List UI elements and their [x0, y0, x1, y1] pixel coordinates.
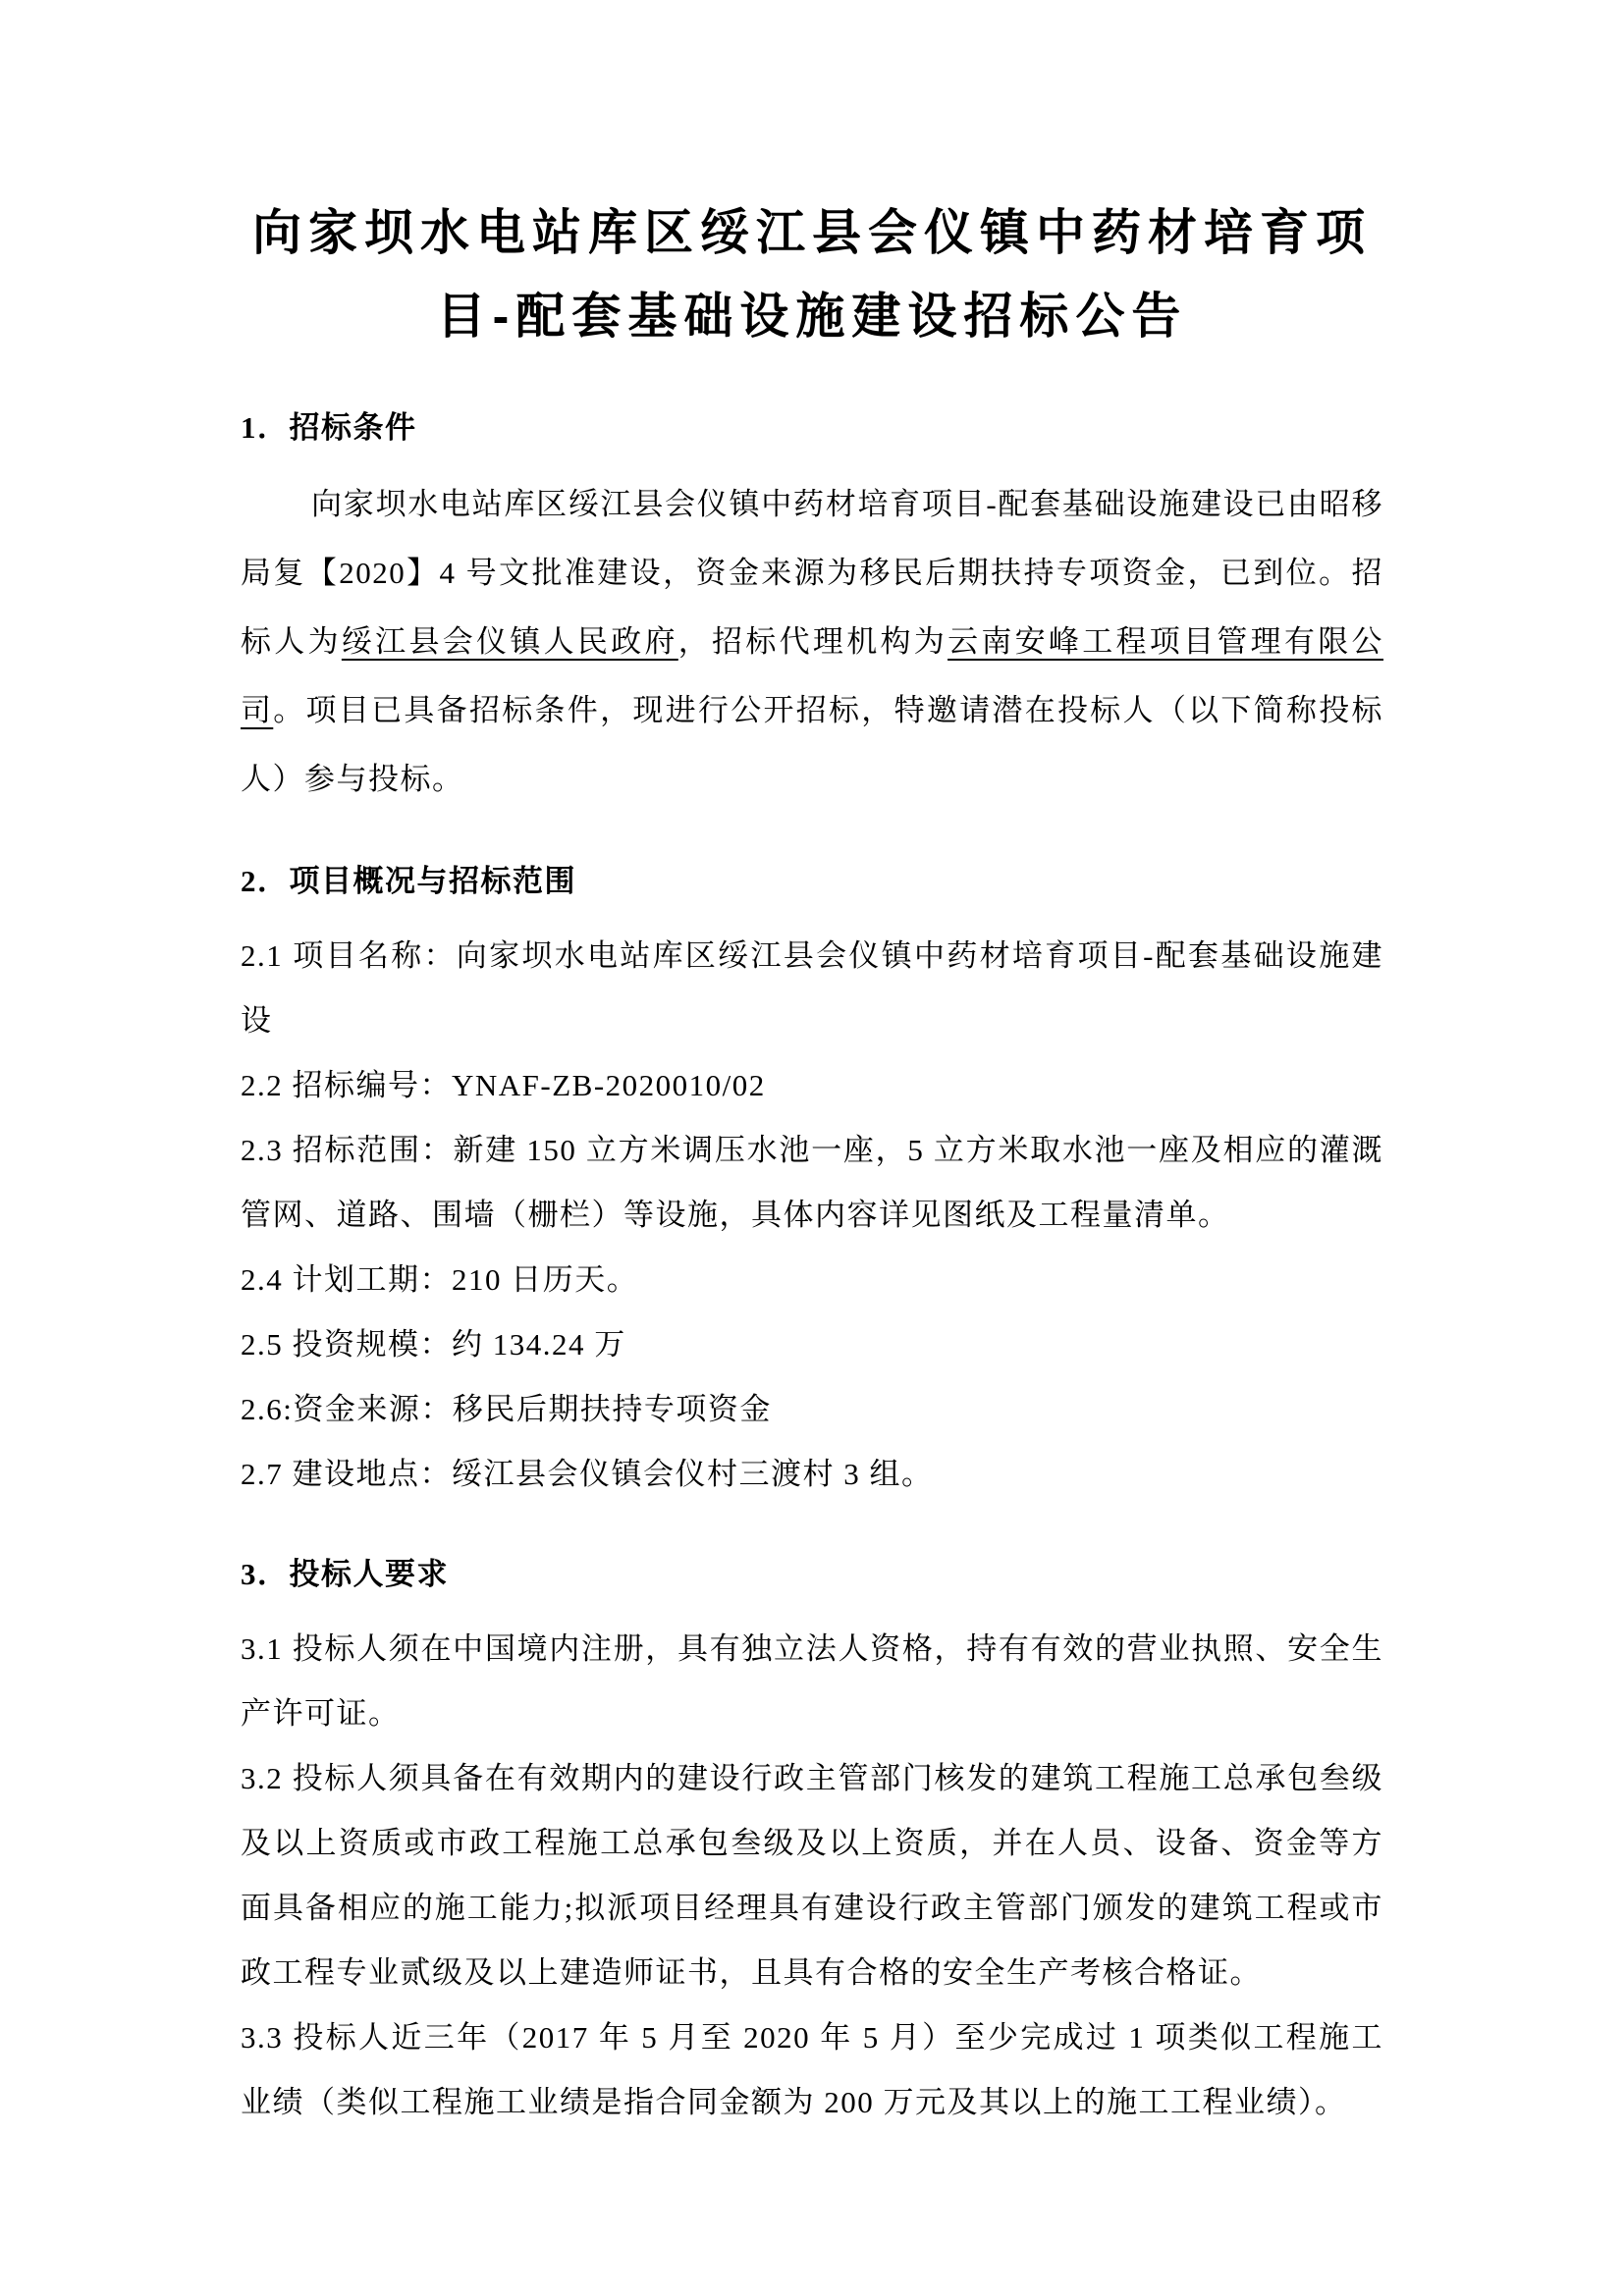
- bidding-conditions-paragraph: [241, 470, 1383, 814]
- section-heading-bidder-requirements: 3．投标人要求: [241, 1557, 449, 1591]
- text-segment: ，招标代理机构为: [677, 624, 948, 659]
- document-title: 向家坝水电站库区绥江县会仪镇中药材培育项目-配套基础设施建设招标公告: [252, 205, 1372, 344]
- item-construction-site: [241, 1442, 1383, 1507]
- requirement-registration: [241, 1617, 1383, 1746]
- text-segment: 2.1 项目名称：向家坝水电站库区绥江县会仪镇中药材培育项目-配套基础设施建设: [241, 938, 1383, 1038]
- underlined-text: 云南安峰工程项目管理有限公司: [241, 624, 1384, 727]
- item-investment-scale: [241, 1312, 1383, 1377]
- text-segment: 2.7 建设地点：绥江县会仪镇会仪村三渡村 3 组。: [241, 1457, 934, 1491]
- text-segment: 2.2 招标编号：YNAF-ZB-2020010/02: [241, 1068, 766, 1102]
- requirement-qualification: [241, 1746, 1383, 2005]
- item-tender-number: [241, 1053, 1383, 1118]
- text-segment: 3.3 投标人近三年（2017 年 5 月至 2020 年 5 月）至少完成过 1 项类似工程施工业绩（类似工程施工业绩是指合同金额为 200 万元及其以上的施工工程业绩）。: [241, 2020, 1383, 2119]
- text-segment: 2.3 招标范围：新建 150 立方米调压水池一座，5 立方米取水池一座及相应的灌溉管网、道路、围墙（栅栏）等设施，具体内容详见图纸及工程量清单。: [241, 1133, 1383, 1232]
- text-segment: 2.4 计划工期：210 日历天。: [241, 1262, 639, 1297]
- underlined-text: 绥江县会仪镇人民政府: [341, 624, 678, 659]
- item-funding-source: [241, 1377, 1383, 1442]
- text-segment: 向家坝水电站库区绥江县会仪镇中药材培育项目-配套基础设施建设已由昭移局复【2020】4 号文批准建设，资金来源为移民后期扶持专项资金，已到位。招标人为: [241, 487, 1383, 659]
- text-segment: 3.2 投标人须具备在有效期内的建设行政主管部门核发的建筑工程施工总承包叁级及以上资质或市政工程施工总承包叁级及以上资质，并在人员、设备、资金等方面具备相应的施工能力;拟派项目经理具有建设行政主管部门颁发的建筑工程或市政工程专业贰级及以上建造师证书，且具有合格的安全生产考核合格证。: [241, 1761, 1383, 1990]
- section-heading-project-overview: 2．项目概况与招标范围: [241, 864, 576, 898]
- item-project-name: [241, 924, 1383, 1053]
- text-segment: 。项目已具备招标条件，现进行公开招标，特邀请潜在投标人（以下简称投标人）参与投标。: [241, 693, 1383, 796]
- text-segment: 2.6:资金来源：移民后期扶持专项资金: [241, 1392, 772, 1426]
- text-segment: 3.1 投标人须在中国境内注册，具有独立法人资格，持有有效的营业执照、安全生产许可证。: [241, 1631, 1383, 1731]
- requirement-track-record: [241, 2005, 1383, 2135]
- item-planned-duration: [241, 1248, 1383, 1312]
- item-tender-scope: [241, 1118, 1383, 1248]
- text-segment: 2.5 投资规模：约 134.24 万: [241, 1327, 626, 1362]
- section-heading-bidding-conditions: 1．招标条件: [241, 410, 417, 445]
